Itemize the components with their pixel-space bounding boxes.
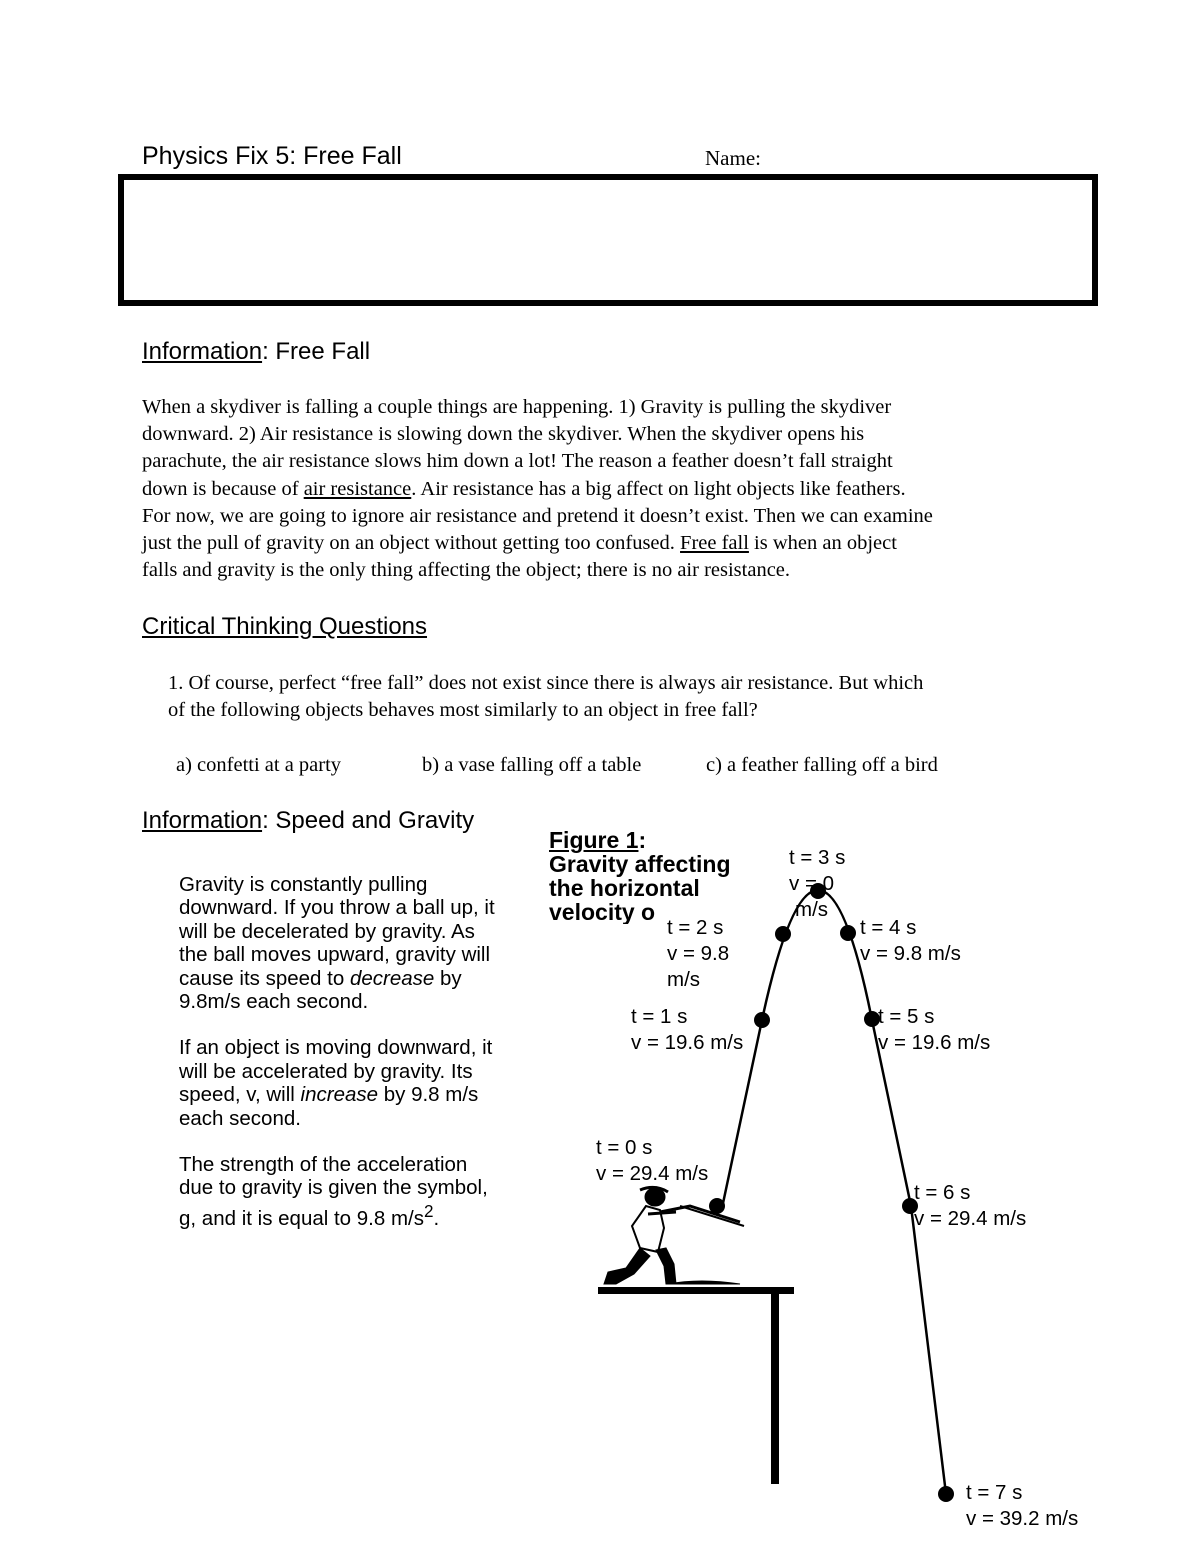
time-label: t = 1 s (631, 1005, 688, 1028)
point-label-t0 (596, 1135, 708, 1187)
text-run: by 9.8 m/s each second. (179, 1083, 479, 1130)
point-label-t1 (631, 1004, 743, 1056)
text-run: . Air resistance has a big affect on light objects like feathers. (411, 477, 906, 500)
text-run: just the pull of gravity on an object without getting too confused. (142, 532, 681, 555)
time-label: t = 6 s (914, 1181, 971, 1204)
caption-line: Gravity affecting (549, 851, 731, 877)
point-label-t6 (914, 1180, 1026, 1232)
trajectory-point-t7 (938, 1486, 954, 1502)
trajectory-point-t4 (840, 925, 856, 941)
trajectory-point-t2 (775, 926, 791, 942)
text-run: by 9.8m/s each second. (179, 966, 462, 1014)
paragraph-line: falls and gravity is the only thing affecting the object; there is no air resistance. (142, 559, 791, 582)
question-line: 1. Of course, perfect “free fall” does not exist since there is always air resistance. But which (168, 672, 924, 694)
point-label-t5 (878, 1004, 990, 1056)
point-label-t7 (966, 1480, 1078, 1532)
time-label: t = 2 s (667, 916, 724, 939)
caption-figure-label: Figure 1 (549, 828, 639, 853)
heading-rest: : Free Fall (262, 338, 371, 365)
option-a[interactable]: a) confetti at a party (176, 754, 342, 776)
paragraph-line: When a skydiver is falling a couple things are happening. 1) Gravity is pulling the skydiver (142, 396, 892, 418)
cliff-top (598, 1287, 794, 1294)
heading-rest: : Speed and Gravity (262, 807, 475, 834)
text-run: . (433, 1206, 440, 1230)
emphasis-increase: increase (300, 1083, 379, 1107)
text-run: is when an object (748, 532, 897, 555)
caption-line: velocity o (549, 899, 656, 924)
cliff-post (771, 1287, 779, 1484)
point-label-t4 (860, 915, 961, 967)
time-label: t = 3 s (789, 846, 846, 869)
velocity-label: v = 29.4 m/s (914, 1207, 1027, 1230)
velocity-label: v = 9.8 (667, 942, 730, 965)
velocity-label: v = 0 (789, 872, 835, 895)
text-run: If an object is moving downward, it will be accelerated by gravity. Its speed, v, will (179, 1036, 493, 1107)
velocity-label: v = 9.8 m/s (860, 942, 961, 965)
paragraph-line: For now, we are going to ignore air resistance and pretend it doesn’t exist. Then we can examine (142, 504, 933, 527)
text-run: The strength of the acceleration due to gravity is given the symbol, g, and it is equal to 9.8 m/s (179, 1153, 488, 1230)
paragraph-line: parachute, the air resistance slows him down a lot! The reason a feather doesn’t fall straight (142, 450, 893, 473)
superscript-two: 2 (424, 1201, 434, 1221)
heading-information-word: Information (142, 807, 263, 834)
option-c[interactable]: c) a feather falling off a bird (706, 754, 938, 776)
worksheet-title: Physics Fix 5: Free Fall (142, 142, 402, 170)
question-line: of the following objects behaves most similarly to an object in free fall? (168, 699, 758, 722)
term-free-fall: Free fall (680, 532, 749, 555)
time-label: t = 4 s (860, 916, 917, 939)
point-label-t2 (667, 915, 729, 993)
ctq-heading: Critical Thinking Questions (142, 613, 428, 640)
name-label: Name: (705, 146, 761, 170)
paragraph-line: downward. 2) Air resistance is slowing down the skydiver. When the skydiver opens his (142, 423, 865, 446)
text-run: Gravity is constantly pulling downward. If you throw a ball up, it will be decelerated by gravity. As the ball moves upward, gravity will cause its speed to (179, 873, 495, 990)
point-label-t3 (789, 845, 845, 923)
velocity-unit-label: m/s (667, 968, 701, 991)
trajectory-path (722, 890, 946, 1494)
time-label: t = 7 s (966, 1481, 1023, 1504)
caption-line: the horizontal (549, 875, 700, 901)
time-label: t = 5 s (878, 1005, 935, 1028)
velocity-unit-label: m/s (795, 898, 829, 921)
velocity-label: v = 19.6 m/s (878, 1031, 991, 1054)
caption-colon: : (638, 828, 647, 853)
velocity-label: v = 39.2 m/s (966, 1507, 1079, 1530)
time-label: t = 0 s (596, 1136, 653, 1159)
heading-information-word: Information (142, 338, 263, 365)
emphasis-decrease: decrease (349, 966, 435, 990)
term-air-resistance: air resistance (303, 477, 412, 500)
trajectory-point-t1 (754, 1012, 770, 1028)
option-b[interactable]: b) a vase falling off a table (422, 754, 642, 776)
velocity-label: v = 29.4 m/s (596, 1162, 709, 1185)
text-run: down is because of (142, 477, 304, 500)
velocity-label: v = 19.6 m/s (631, 1031, 744, 1054)
